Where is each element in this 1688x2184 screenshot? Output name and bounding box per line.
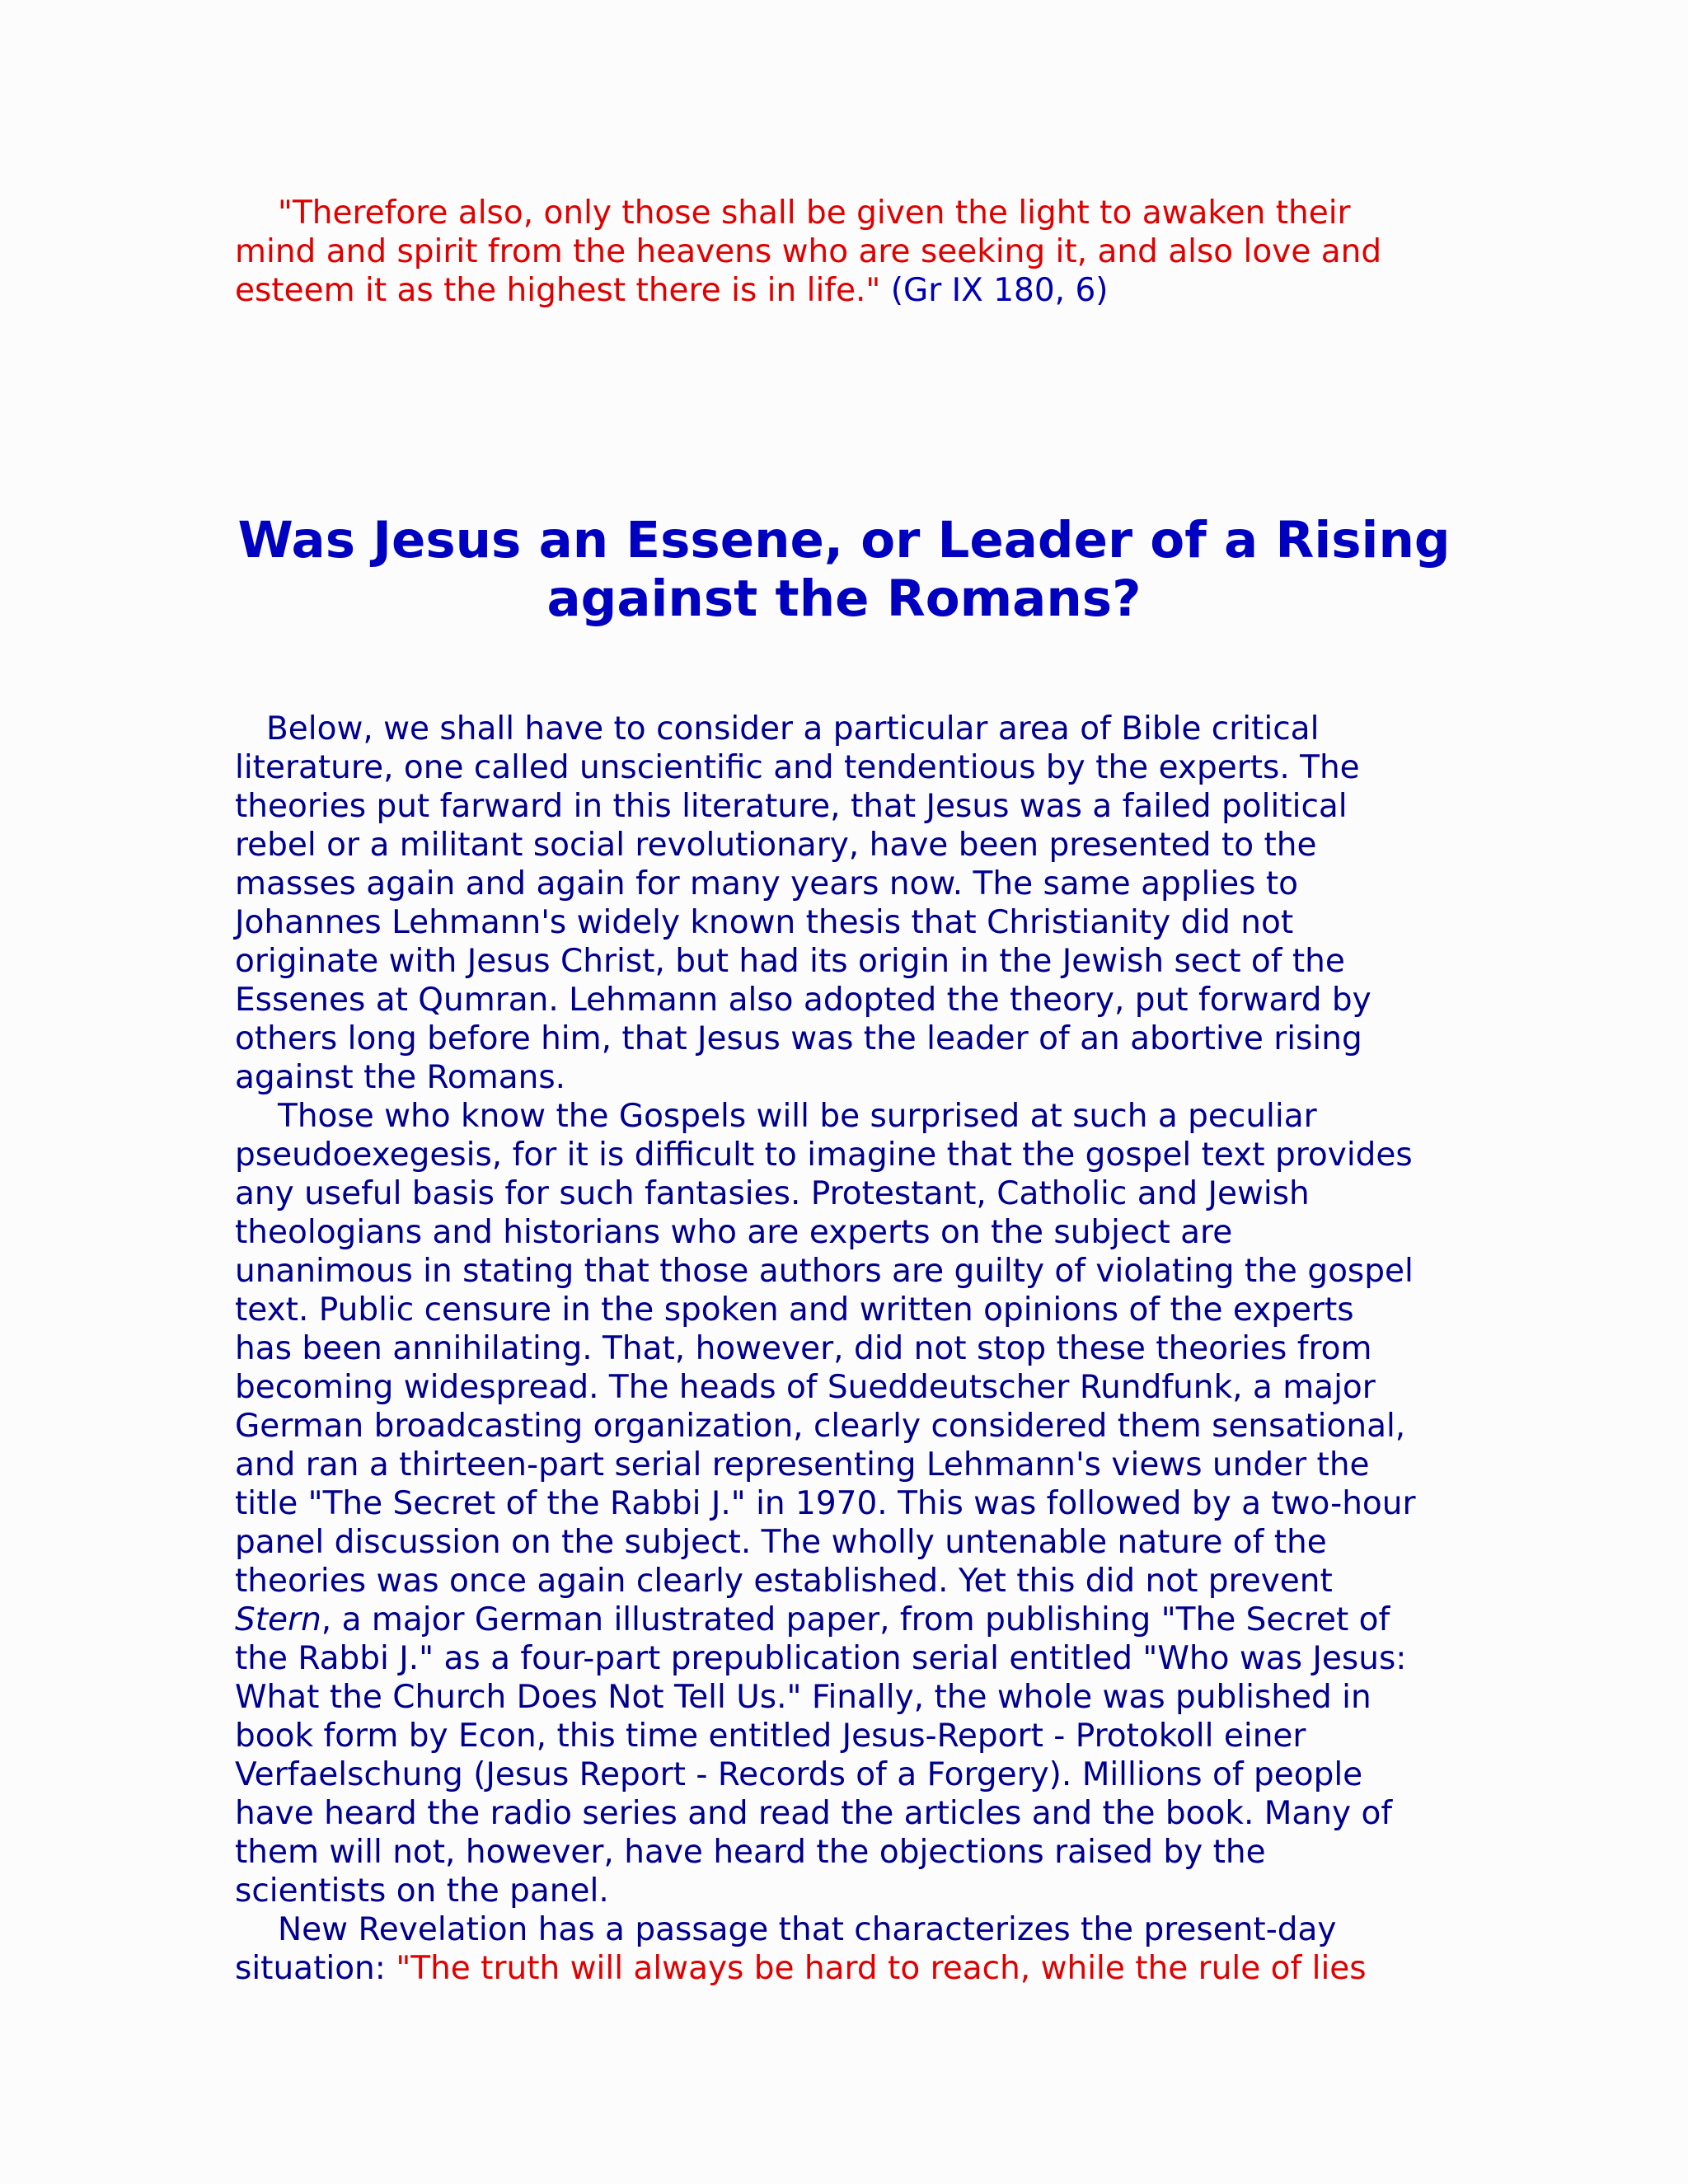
- title-line-2: against the Romans?: [546, 569, 1142, 628]
- title-line-1: Was Jesus an Essene, or Leader of a Rising: [237, 511, 1451, 569]
- body-line: situation: "The truth will always be hard to reach, while the rule of lies: [235, 1950, 1367, 1987]
- body-line: New Revelation has a passage that characterizes the present-day: [278, 1911, 1337, 1948]
- body-line: German broadcasting organization, clearly considered them sensational,: [235, 1408, 1406, 1445]
- body-line: Stern, a major German illustrated paper, from publishing "The Secret of: [235, 1601, 1390, 1638]
- body-line: text. Public censure in the spoken and written opinions of the experts: [235, 1291, 1354, 1329]
- article-body: [235, 710, 1463, 1988]
- inline-quote: "The truth will always be hard to reach, while the rule of lies: [396, 1950, 1367, 1987]
- body-line: book form by Econ, this time entitled Jesus-Report - Protokoll einer: [235, 1718, 1306, 1755]
- body-line: Johannes Lehmann's widely known thesis that Christianity did not: [235, 904, 1294, 941]
- body-line: Those who know the Gospels will be surprised at such a peculiar: [278, 1098, 1317, 1135]
- body-line: have heard the radio series and read the articles and the book. Many of: [235, 1795, 1393, 1832]
- body-line: pseudoexegesis, for it is difficult to imagine that the gospel text provides: [235, 1137, 1413, 1174]
- page-title: [157, 511, 1531, 628]
- body-line: Below, we shall have to consider a particular area of Bible critical: [266, 710, 1320, 748]
- body-line: others long before him, that Jesus was the leader of an abortive rising: [235, 1020, 1362, 1057]
- epigraph-line: mind and spirit from the heavens who are seeking it, and also love and: [235, 233, 1382, 270]
- body-line: What the Church Does Not Tell Us." Finally, the whole was published in: [235, 1679, 1372, 1716]
- body-line: the Rabbi J." as a four-part prepublication serial entitled "Who was Jesus:: [235, 1640, 1407, 1677]
- body-line: theologians and historians who are experts on the subject are: [235, 1214, 1233, 1251]
- epigraph-reference: (Gr IX 180, 6): [880, 272, 1109, 309]
- body-line: unanimous in stating that those authors are guilty of violating the gospel: [235, 1253, 1414, 1290]
- body-line: rebel or a militant social revolutionary, have been presented to the: [235, 827, 1317, 864]
- body-line: theories was once again clearly established. Yet this did not prevent: [235, 1563, 1333, 1600]
- body-line: scientists on the panel.: [235, 1872, 609, 1910]
- body-line: any useful basis for such fantasies. Protestant, Catholic and Jewish: [235, 1175, 1310, 1212]
- body-line: panel discussion on the subject. The wholly untenable nature of the: [235, 1524, 1327, 1561]
- body-line: title "The Secret of the Rabbi J." in 1970. This was followed by a two-hour: [235, 1485, 1416, 1522]
- body-line: masses again and again for many years now. The same applies to: [235, 865, 1299, 902]
- body-line: literature, one called unscientific and tendentious by the experts. The: [235, 749, 1360, 786]
- epigraph-line: "Therefore also, only those shall be given the light to awaken their: [278, 194, 1351, 232]
- italic-title-stern: Stern: [235, 1601, 321, 1638]
- body-line: originate with Jesus Christ, but had its origin in the Jewish sect of the: [235, 943, 1345, 980]
- body-line: becoming widespread. The heads of Sueddeutscher Rundfunk, a major: [235, 1369, 1376, 1406]
- epigraph-line: esteem it as the highest there is in life.": [235, 272, 881, 309]
- epigraph-quote: [235, 194, 1455, 310]
- body-line: Essenes at Qumran. Lehmann also adopted the theory, put forward by: [235, 982, 1372, 1019]
- body-line: Verfaelschung (Jesus Report - Records of a Forgery). Millions of people: [235, 1756, 1363, 1793]
- body-line: against the Romans.: [235, 1059, 566, 1096]
- body-line: has been annihilating. That, however, did not stop these theories from: [235, 1330, 1372, 1367]
- body-line: them will not, however, have heard the objections raised by the: [235, 1834, 1266, 1871]
- body-line: and ran a thirteen-part serial representing Lehmann's views under the: [235, 1446, 1370, 1483]
- body-line: theories put farward in this literature, that Jesus was a failed political: [235, 788, 1348, 825]
